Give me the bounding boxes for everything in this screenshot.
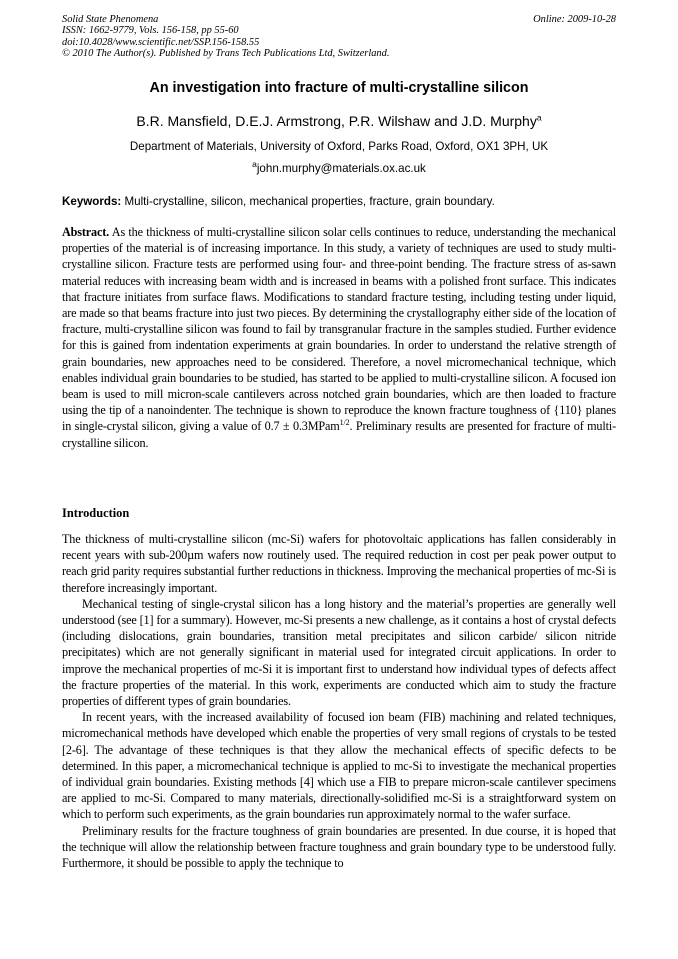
keywords bbox=[62, 195, 616, 208]
keywords-text: Multi-crystalline, silicon, mechanical properties, fracture, grain boundary. bbox=[121, 195, 495, 208]
intro-paragraph: Preliminary results for the fracture toughness of grain boundaries are presented. In due course, it is hoped that the technique will allow the relationship between fracture toughness and grain boundary type to be understood fully. Furthermore, it should be possible to apply the technique to bbox=[62, 823, 616, 871]
email-superscript: a bbox=[252, 159, 257, 170]
abstract-exponent: 1/2 bbox=[339, 418, 350, 428]
author-superscript: a bbox=[536, 112, 542, 123]
section-heading-introduction: Introduction bbox=[62, 506, 130, 520]
doi-line: doi:10.4028/www.scientific.net/SSP.156-158.55 bbox=[62, 36, 260, 48]
intro-paragraph: In recent years, with the increased availability of focused ion beam (FIB) machining and related techniques, micromechanical methods have developed which enable the properties of very small regions of crystals to be tested [2-6]. The advantage of these techniques is that they allow the mechanical effects of specific defects to be determined. In this paper, a micromechanical technique is applied to mc-Si to investigate the mechanical properties of individual grain boundaries. Existing methods [4] which use a FIB to prepare micron-scale cantilever specimens are applied to mc-Si. Compared to many materials, directionally-solidified mc-Si is a straightforward system on which to perform such experiments, as the grain boundaries run approximately normal to the wafer surface. bbox=[62, 710, 616, 822]
online-date: Online: 2009-10-28 bbox=[533, 14, 616, 25]
author-names: B.R. Mansfield, D.E.J. Armstrong, P.R. Wilshaw and J.D. Murphy bbox=[136, 113, 537, 129]
affiliation: Department of Materials, University of Oxford, Parks Road, Oxford, OX1 3PH, UK bbox=[129, 140, 549, 153]
abstract bbox=[62, 224, 616, 451]
keywords-label: Keywords: bbox=[62, 195, 122, 208]
intro-paragraph: Mechanical testing of single-crystal silicon has a long history and the material’s properties are generally well understood (see [1] for a summary). However, mc-Si presents a new challenge, as it contains a host of crystal defects (including dislocations, grain boundaries, transition metal precipitates and silicon carbide/ silicon nitride precipitates) which are not generally significant in material used for integrated circuit applications. In order to improve the mechanical properties of mc-Si it is important first to understand how individual types of defects affect the fracture properties of the material. In this work, experiments are conducted which aim to study the fracture properties of different types of grain boundaries. bbox=[62, 596, 616, 709]
abstract-text-1: As the thickness of multi-crystalline silicon solar cells continues to reduce, understanding the mechanical properties of the material is of increasing importance. In this study, a variety of techniques are used to study multi-crystalline silicon. Fracture tests are performed using four- and three-point bending. The fracture stress of as-sawn material reduces with increasing beam width and is increased in beams with a polished front surface. This indicates that fracture initiates from surface flaws. Modifications to standard fracture testing, including testing under liquid, are made so that beams fracture into just two pieces. By determining the crystallography either side of the location of fracture, multi-crystalline silicon was found to fail by transgranular fracture in the samples studied. Further evidence for this is gained from indentation experiments at grain boundaries. In order to understand the relative strength of grain boundaries, new approaches need to be considered. Therefore, a novel micromechanical technique, which enables individual grain boundaries to be studied, has started to be applied to multi-crystalline silicon. A focused ion beam is used to mill micron-scale cantilevers across notched grain boundaries, which are then loaded to fracture using the tip of a nanoindenter. The technique is shown to reproduce the known fracture toughness of {110} planes in single-crystal silicon, giving a value of 0.7 ± 0.3MPam bbox=[62, 225, 616, 434]
copyright-line: © 2010 The Author(s). Published by Trans Tech Publications Ltd, Switzerland. bbox=[62, 48, 390, 60]
email-line bbox=[0, 159, 678, 175]
issn-line: ISSN: 1662-9779, Vols. 156-158, pp 55-60 bbox=[62, 25, 239, 37]
abstract-text-2: . Preliminary results are presented for fracture of multi-crystalline silicon. bbox=[62, 419, 616, 450]
abstract-label: Abstract. bbox=[62, 225, 110, 239]
paper-title: An investigation into fracture of multi-crystalline silicon bbox=[149, 80, 529, 96]
introduction-body bbox=[62, 531, 616, 871]
journal-name: Solid State Phenomena bbox=[62, 14, 159, 25]
journal-header bbox=[62, 14, 482, 60]
email-address: john.murphy@materials.ox.ac.uk bbox=[256, 162, 426, 175]
author-list bbox=[0, 113, 678, 129]
intro-paragraph: The thickness of multi-crystalline silicon (mc-Si) wafers for photovoltaic applications has fallen considerably in recent years with sub-200µm wafers now routinely used. The required reduction in cost per peak power output to reach grid parity requires substantial further reductions in thickness. Improving the mechanical properties of mc-Si is therefore increasingly important. bbox=[62, 532, 616, 595]
